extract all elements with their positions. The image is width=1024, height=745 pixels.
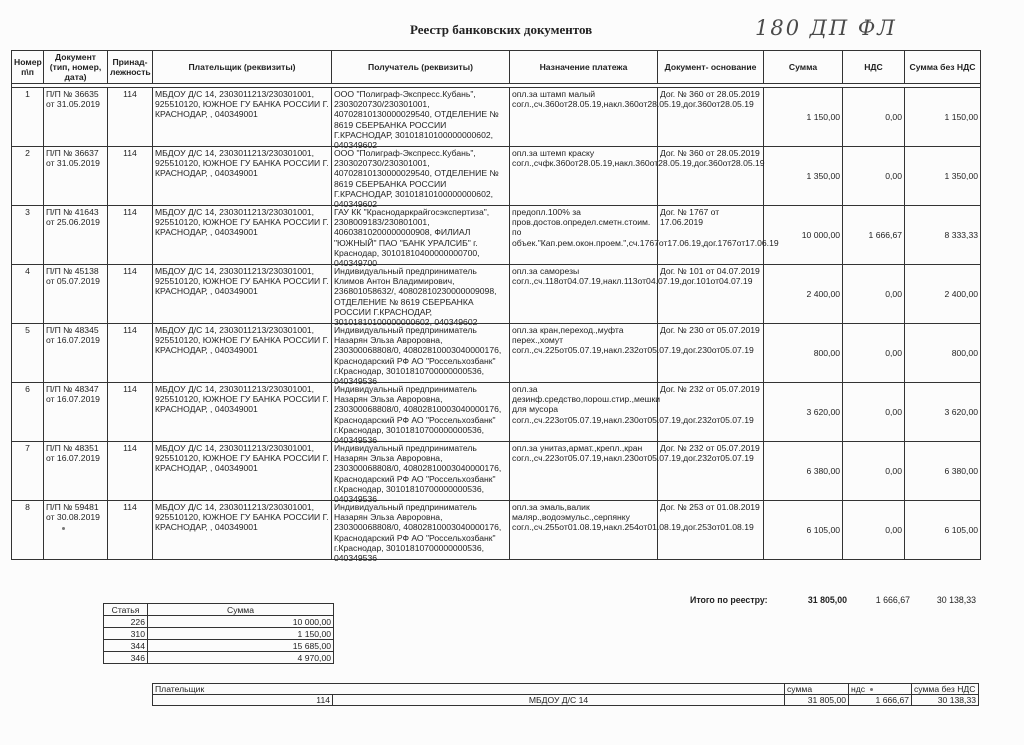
col-header-doc: Документ (тип, номер, дата) [44, 51, 108, 84]
row-basis-text: Дог. № 253 от 01.08.2019 [660, 502, 760, 512]
row-vat [843, 442, 905, 501]
payer-summary-table [152, 683, 979, 706]
col-header-basis: Документ- основание [658, 51, 764, 84]
article-code: 344 [104, 640, 148, 652]
row-document [44, 265, 108, 324]
row-sum [764, 206, 843, 265]
row-vat-text: 0,00 [885, 465, 902, 476]
table-row [12, 383, 981, 442]
row-recipient [332, 88, 510, 151]
row-num [12, 206, 44, 265]
row-document-text: П/П № 59481 от 30.08.2019 [46, 502, 100, 523]
row-belonging [108, 501, 153, 560]
row-sum [764, 442, 843, 501]
row-vat [843, 265, 905, 324]
row-num [12, 88, 44, 147]
row-recipient-text: Индивидуальный предприниматель Назарян Эльза Авроровна, 230300068808/0, 40802810003040000176, Краснодарский РФ АО "Россельхозбанк" г.Краснодар, 30101810700000000536, 040349536 [334, 502, 502, 564]
row-num-text: 8 [25, 502, 30, 512]
handwritten-note: 180 ДП ФЛ [755, 16, 897, 40]
row-belonging [108, 265, 153, 324]
payer-summary-name: МБДОУ Д/С 14 [333, 695, 785, 706]
row-sum-text: 800,00 [813, 347, 840, 358]
col-header-payer: Плательщик (реквизиты) [153, 51, 332, 84]
row-recipient [332, 265, 510, 328]
row-vat-text: 0,00 [885, 524, 902, 535]
row-basis-text: Дог. № 1767 от 17.06.2019 [660, 207, 720, 228]
col-header-belong: Принад- лежность [108, 51, 153, 84]
articles-row [104, 640, 334, 652]
total-vat: 1 666,67 [875, 595, 910, 605]
table-body [12, 84, 981, 564]
row-sum-text: 6 105,00 [806, 524, 840, 535]
row-payer-text: МБДОУ Д/С 14, 2303011213/230301001, 925510120, ЮЖНОЕ ГУ БАНКА РОССИИ Г. КРАСНОДАР, , 040349001 [155, 266, 329, 297]
article-code: 346 [104, 652, 148, 664]
articles-table [103, 603, 334, 664]
row-document-text: П/П № 45138 от 05.07.2019 [46, 266, 100, 287]
row-recipient-text: ГАУ КК "Краснодаркрайгосэкспертиза", 2308009183/230801001, 40603810200000000908, ФИЛИАЛ "ЮЖНЫЙ" ПАО "БАНК УРАЛСИБ" г. Краснодар, 30101810400000000700, 040349700 [334, 207, 490, 269]
row-belonging-text: 114 [123, 89, 137, 99]
table-header-row [12, 51, 981, 84]
row-num [12, 324, 44, 383]
row-sum-text: 6 380,00 [806, 465, 840, 476]
row-purpose-text: опл.за эмаль,валик маляр.,водоэмульс.,серпянку согл.,сч.255от01.08.19,накл.254от01.08.19,дог.253от01.08.19 [512, 502, 754, 533]
row-num [12, 442, 44, 501]
article-sum: 15 685,00 [148, 640, 334, 652]
row-sum [764, 383, 843, 442]
row-belonging-text: 114 [123, 502, 137, 512]
row-basis-text: Дог. № 360 от 28.05.2019 [660, 148, 760, 158]
total-novat: 30 138,33 [936, 595, 976, 605]
row-payer-text: МБДОУ Д/С 14, 2303011213/230301001, 925510120, ЮЖНОЕ ГУ БАНКА РОССИИ Г. КРАСНОДАР, , 040349001 [155, 443, 329, 474]
row-document [44, 383, 108, 442]
scan-speck [870, 688, 873, 691]
row-purpose-text: опл.за саморезы согл.,сч.118от04.07.19,накл.113от04.07.19,дог.101от04.07.19 [512, 266, 753, 287]
row-document [44, 147, 108, 206]
row-belonging [108, 147, 153, 206]
row-recipient-text: ООО "Полиграф-Экспресс.Кубань", 2303020730/230301001, 40702810130000029540, ОТДЕЛЕНИЕ № 8619 СБЕРБАНКА РОССИИ Г.КРАСНОДАР, 30101810100000000602, 040349602 [334, 89, 499, 151]
row-num-text: 5 [25, 325, 30, 335]
row-payer-text: МБДОУ Д/С 14, 2303011213/230301001, 925510120, ЮЖНОЕ ГУ БАНКА РОССИИ Г. КРАСНОДАР, , 040349001 [155, 502, 329, 533]
row-num-text: 7 [25, 443, 30, 453]
row-vat-text: 0,00 [885, 406, 902, 417]
row-num-text: 6 [25, 384, 30, 394]
row-recipient-text: ООО "Полиграф-Экспресс.Кубань", 2303020730/230301001, 40702810130000029540, ОТДЕЛЕНИЕ № 8619 СБЕРБАНКА РОССИИ Г.КРАСНОДАР, 30101810100000000602, 040349602 [334, 148, 499, 210]
row-sum [764, 501, 843, 560]
row-document [44, 206, 108, 265]
row-belonging-text: 114 [123, 148, 137, 158]
payer-summary-header-row [153, 684, 979, 695]
row-document-text: П/П № 48351 от 16.07.2019 [46, 443, 100, 464]
table-row [12, 88, 981, 147]
row-num-text: 4 [25, 266, 30, 276]
articles-header-sum: Сумма [148, 604, 334, 616]
article-code: 310 [104, 628, 148, 640]
row-belonging-text: 114 [123, 266, 137, 276]
row-belonging [108, 206, 153, 265]
col-header-recipient: Получатель (реквизиты) [332, 51, 510, 84]
row-basis-text: Дог. № 101 от 04.07.2019 [660, 266, 760, 276]
row-sum [764, 147, 843, 206]
row-sum [764, 265, 843, 324]
row-payer [153, 501, 332, 560]
row-novat-text: 1 150,00 [944, 111, 978, 122]
row-sum-text: 3 620,00 [806, 406, 840, 417]
row-basis [658, 383, 764, 442]
row-document [44, 324, 108, 383]
row-num-text: 3 [25, 207, 30, 217]
page-title: Реестр банковских документов [410, 22, 593, 37]
row-payer-text: МБДОУ Д/С 14, 2303011213/230301001, 925510120, ЮЖНОЕ ГУ БАНКА РОССИИ Г. КРАСНОДАР, , 040349001 [155, 89, 329, 120]
row-document [44, 442, 108, 501]
row-sum-text: 10 000,00 [801, 229, 840, 240]
row-sum-text: 2 400,00 [806, 288, 840, 299]
articles-body [104, 616, 334, 664]
row-vat-text: 0,00 [885, 111, 902, 122]
row-novat-text: 6 105,00 [944, 524, 978, 535]
row-basis-text: Дог. № 232 от 05.07.2019 [660, 443, 760, 453]
articles-header-article: Статья [104, 604, 148, 616]
row-novat-text: 1 350,00 [944, 170, 978, 181]
total-sum: 31 805,00 [807, 595, 847, 605]
row-purpose-text: опл.за штемп краску согл.,счфк.360от28.05.19,накл.360от28.05.19,дог.360от28.05.19 [512, 148, 765, 169]
row-vat-text: 1 666,67 [868, 229, 902, 240]
row-vat [843, 88, 905, 147]
row-payer [153, 442, 332, 501]
articles-header-row [104, 604, 334, 616]
row-recipient-text: Индивидуальный предприниматель Назарян Эльза Авроровна, 230300068808/0, 40802810003040000176, Краснодарский РФ АО "Россельхозбанк" г.Краснодар, 30101810700000000536, 040349536 [334, 325, 502, 387]
row-payer [153, 88, 332, 147]
row-document [44, 88, 108, 147]
payer-summary-row [153, 695, 979, 706]
row-sum-text: 1 150,00 [806, 111, 840, 122]
row-purpose-text: предопл.100% за пров.достов.определ.сметн.стоим. по объек."Кап.рем.окон.проем.",сч.1767от17.06.19,дог.1767от17.06.19 [512, 207, 779, 248]
row-num [12, 383, 44, 442]
row-novat-text: 3 620,00 [944, 406, 978, 417]
row-document-text: П/П № 48347 от 16.07.2019 [46, 384, 100, 405]
row-sum-text: 1 350,00 [806, 170, 840, 181]
row-belonging-text: 114 [123, 384, 137, 394]
col-header-novat: Сумма без НДС [905, 51, 981, 84]
row-belonging [108, 88, 153, 147]
row-purpose-text: опл.за унитаз,армат.,крепл.,кран согл.,сч.223от05.07.19,накл.230от05.07.19,дог.232от05.07.19 [512, 443, 754, 464]
row-basis [658, 206, 764, 265]
row-num-text: 2 [25, 148, 30, 158]
row-num [12, 147, 44, 206]
row-belonging-text: 114 [123, 207, 137, 217]
col-header-purpose: Назначение платежа [510, 51, 658, 84]
scan-speck [62, 527, 65, 530]
payer-summary-header-vat: ндс [849, 684, 912, 695]
row-vat-text: 0,00 [885, 288, 902, 299]
row-novat-text: 2 400,00 [944, 288, 978, 299]
col-header-sum: Сумма [764, 51, 843, 84]
row-novat [905, 88, 981, 147]
register-table [11, 50, 981, 564]
row-vat-text: 0,00 [885, 347, 902, 358]
row-recipient [332, 383, 510, 446]
row-document [44, 501, 108, 560]
row-recipient [332, 501, 510, 564]
article-sum: 1 150,00 [148, 628, 334, 640]
row-purpose-text: опл.за штамп малый согл.,сч.360от28.05.19,накл.360от28.05.19,дог.360от28.05.19 [512, 89, 754, 110]
row-novat [905, 383, 981, 442]
row-num [12, 265, 44, 324]
row-document-text: П/П № 41643 от 25.06.2019 [46, 207, 100, 228]
articles-row [104, 616, 334, 628]
payer-summary-header-novat: сумма без НДС [912, 684, 979, 695]
row-novat-text: 8 333,33 [944, 229, 978, 240]
row-novat [905, 501, 981, 560]
row-vat [843, 383, 905, 442]
row-novat-text: 6 380,00 [944, 465, 978, 476]
col-header-num: Номер п\п [12, 51, 44, 84]
row-recipient-text: Индивидуальный предприниматель Климов Антон Владимирович, 236801058632/, 40802810230000009098, ОТДЕЛЕНИЕ № 8619 СБЕРБАНКА РОССИИ Г.КРАСНОДАР, 30101810100000000602, 040349602 [334, 266, 497, 328]
row-vat [843, 324, 905, 383]
row-purpose-text: опл.за кран,переход.,муфта перех.,хомут согл.,сч.225от05.07.19,накл.232от05.07.19,дог.230от05.07.19 [512, 325, 754, 356]
row-payer-text: МБДОУ Д/С 14, 2303011213/230301001, 925510120, ЮЖНОЕ ГУ БАНКА РОССИИ Г. КРАСНОДАР, , 040349001 [155, 207, 329, 238]
row-sum [764, 324, 843, 383]
row-document-text: П/П № 48345 от 16.07.2019 [46, 325, 100, 346]
table-row [12, 265, 981, 324]
row-basis [658, 88, 764, 147]
payer-summary-novat: 30 138,33 [912, 695, 979, 706]
row-novat-text: 800,00 [951, 347, 978, 358]
row-novat [905, 206, 981, 265]
row-vat-text: 0,00 [885, 170, 902, 181]
row-basis-text: Дог. № 232 от 05.07.2019 [660, 384, 760, 394]
row-vat [843, 501, 905, 560]
row-document-text: П/П № 36635 от 31.05.2019 [46, 89, 100, 110]
payer-summary-header-payer: Плательщик [153, 684, 785, 695]
articles-row [104, 628, 334, 640]
row-belonging-text: 114 [123, 325, 137, 335]
row-num-text: 1 [25, 89, 30, 99]
col-header-vat: НДС [843, 51, 905, 84]
row-recipient-text: Индивидуальный предприниматель Назарян Эльза Авроровна, 230300068808/0, 40802810003040000176, Краснодарский РФ АО "Россельхозбанк" г.Краснодар, 30101810700000000536, 040349536 [334, 384, 502, 446]
row-belonging [108, 383, 153, 442]
row-payer [153, 147, 332, 206]
row-basis-text: Дог. № 230 от 05.07.2019 [660, 325, 760, 335]
row-document-text: П/П № 36637 от 31.05.2019 [46, 148, 100, 169]
row-recipient [332, 442, 510, 505]
row-novat [905, 265, 981, 324]
payer-summary-sum: 31 805,00 [785, 695, 849, 706]
row-vat [843, 206, 905, 265]
row-belonging-text: 114 [123, 443, 137, 453]
row-payer-text: МБДОУ Д/С 14, 2303011213/230301001, 925510120, ЮЖНОЕ ГУ БАНКА РОССИИ Г. КРАСНОДАР, , 040349001 [155, 148, 329, 179]
table-row [12, 147, 981, 206]
row-basis-text: Дог. № 360 от 28.05.2019 [660, 89, 760, 99]
article-sum: 4 970,00 [148, 652, 334, 664]
row-payer [153, 383, 332, 442]
row-belonging [108, 324, 153, 383]
table-row [12, 501, 981, 560]
row-novat [905, 442, 981, 501]
row-payer-text: МБДОУ Д/С 14, 2303011213/230301001, 925510120, ЮЖНОЕ ГУ БАНКА РОССИИ Г. КРАСНОДАР, , 040349001 [155, 325, 329, 356]
row-payer [153, 206, 332, 265]
row-sum [764, 88, 843, 147]
row-basis [658, 265, 764, 324]
table-row [12, 442, 981, 501]
row-payer [153, 324, 332, 383]
article-sum: 10 000,00 [148, 616, 334, 628]
row-basis [658, 442, 764, 501]
row-purpose-text: опл.за дезинф.средство,порош.стир.,мешки для мусора согл.,сч.223от05.07.19,накл.230от05.07.19,дог.232от05.07.19 [512, 384, 754, 425]
row-num [12, 501, 44, 560]
row-payer-text: МБДОУ Д/С 14, 2303011213/230301001, 925510120, ЮЖНОЕ ГУ БАНКА РОССИИ Г. КРАСНОДАР, , 040349001 [155, 384, 329, 415]
row-payer [153, 265, 332, 324]
row-recipient-text: Индивидуальный предприниматель Назарян Эльза Авроровна, 230300068808/0, 40802810003040000176, Краснодарский РФ АО "Россельхозбанк" г.Краснодар, 30101810700000000536, 040349536 [334, 443, 502, 505]
payer-summary-code: 114 [153, 695, 333, 706]
row-novat [905, 147, 981, 206]
article-code: 226 [104, 616, 148, 628]
row-basis [658, 147, 764, 206]
payer-summary-header-sum: сумма [785, 684, 849, 695]
row-recipient [332, 147, 510, 210]
table-row [12, 324, 981, 383]
row-recipient [332, 324, 510, 387]
articles-row [104, 652, 334, 664]
row-recipient [332, 206, 510, 269]
row-vat [843, 147, 905, 206]
payer-summary-vat: 1 666,67 [849, 695, 912, 706]
row-belonging [108, 442, 153, 501]
total-label: Итого по реестру: [690, 595, 768, 605]
row-novat [905, 324, 981, 383]
table-row [12, 206, 981, 265]
